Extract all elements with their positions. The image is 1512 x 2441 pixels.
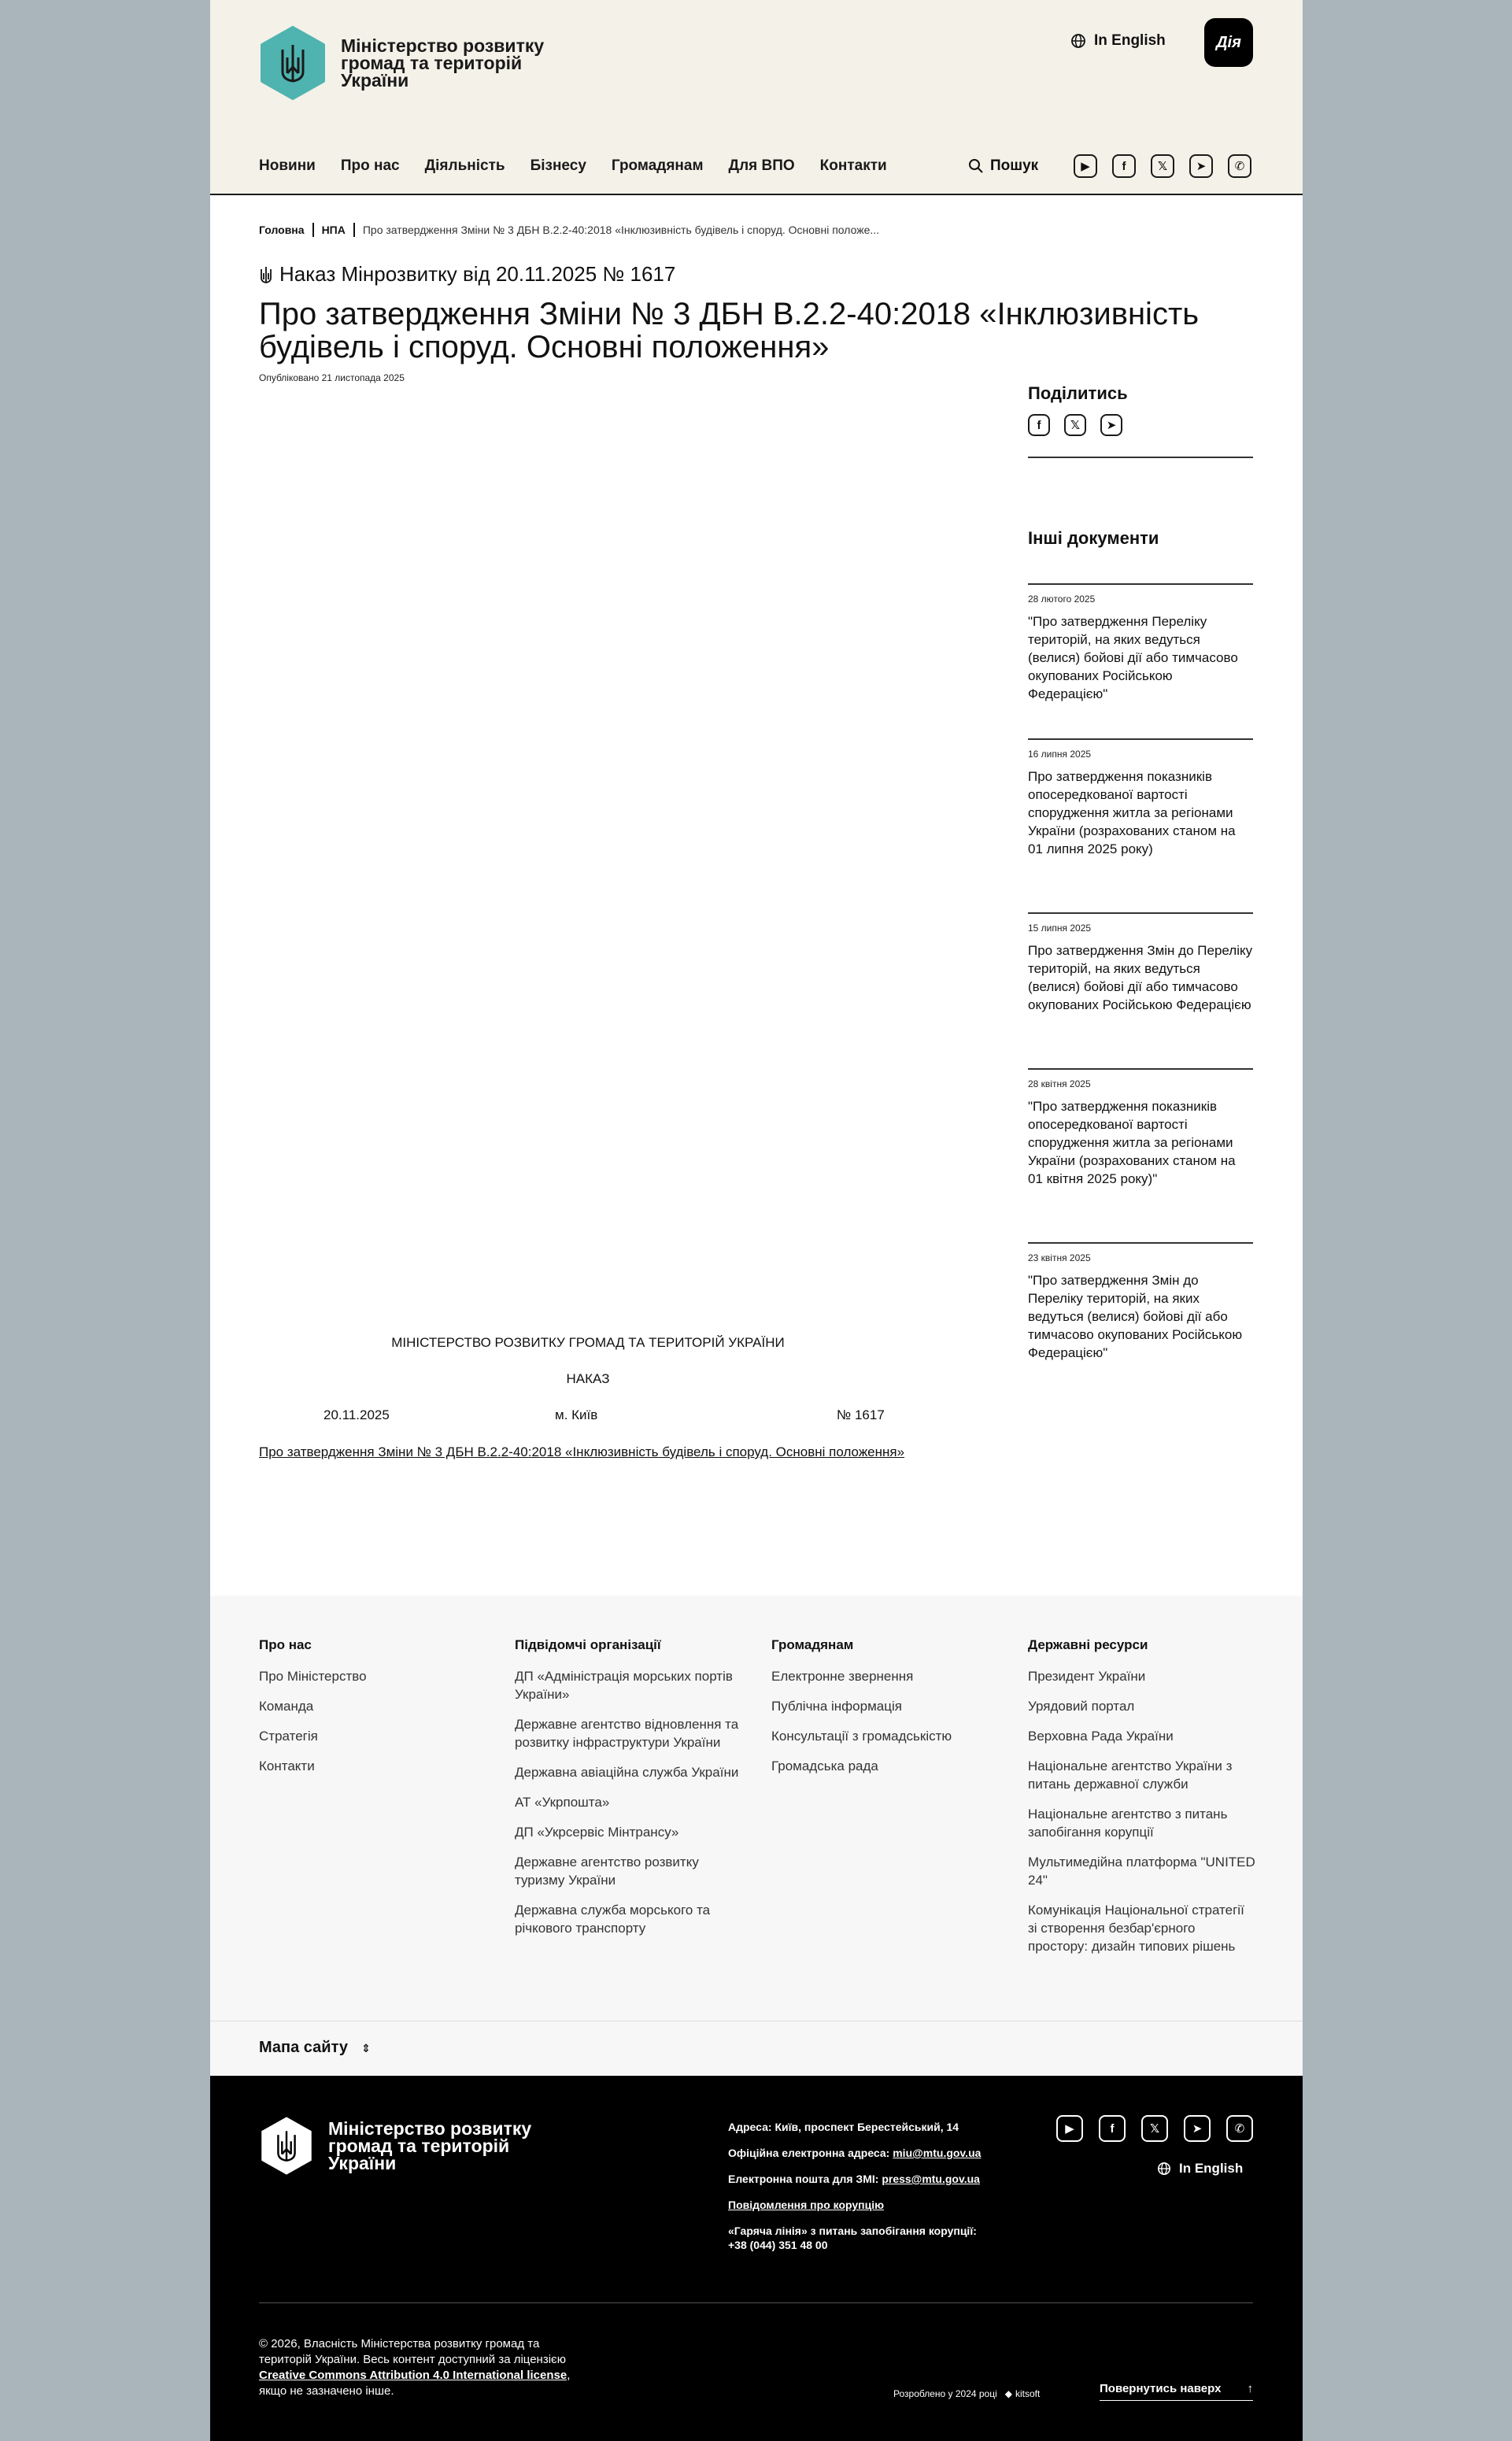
search-label: Пошук (990, 157, 1039, 174)
footer-ministry-name: Міністерство розвитку громад та територій України (328, 2118, 532, 2173)
nav-business[interactable]: Бізнесу (530, 157, 586, 174)
globe-icon (1157, 2162, 1171, 2176)
page (210, 0, 1303, 2441)
back-to-top-label: Повернутись наверх (1100, 2382, 1222, 2395)
nav-contacts[interactable]: Контакти (819, 157, 887, 174)
other-document-item[interactable] (1028, 749, 1253, 858)
divider (259, 2302, 1253, 2303)
footer-link[interactable]: Публічна інформація (771, 1699, 902, 1714)
footer-link[interactable]: Про Міністерство (259, 1669, 367, 1684)
header-social-links (1074, 154, 1266, 178)
trident-logo-icon (259, 2115, 314, 2177)
footer-link[interactable]: Урядовий портал (1028, 1699, 1135, 1714)
language-switch[interactable] (1070, 32, 1166, 50)
facebook-icon[interactable]: f (1099, 2115, 1126, 2142)
telegram-icon[interactable]: ➤ (1184, 2115, 1211, 2142)
footer-link[interactable]: Президент України (1028, 1669, 1146, 1684)
nav-news[interactable]: Новини (259, 157, 316, 174)
footer-column-citizens (771, 1637, 1000, 1787)
divider (1028, 1068, 1253, 1070)
youtube-icon[interactable]: ▶ (1074, 154, 1097, 178)
document-number: № 1617 (837, 1407, 885, 1422)
other-document-item[interactable] (1028, 1252, 1253, 1362)
footer-link[interactable]: Національне агентство України з питань державної служби (1028, 1759, 1233, 1792)
footer-social-links (1056, 2115, 1269, 2142)
document-ministry: МІНІСТЕРСТВО РОЗВИТКУ ГРОМАД ТА ТЕРИТОРІЙ УКРАЇНИ (391, 1335, 785, 1350)
divider (1028, 457, 1253, 458)
footer-contacts (728, 2120, 981, 2264)
breadcrumb-current: Про затвердження Зміни № 3 ДБН В.2.2-40:2018 «Інклюзивність будівель і споруд. Основні положе... (362, 224, 880, 236)
telegram-icon[interactable]: ➤ (1100, 414, 1122, 436)
footer-column-title: Про нас (259, 1637, 312, 1652)
diia-button[interactable]: Дія (1204, 18, 1253, 67)
breadcrumb-separator (312, 223, 314, 237)
other-document-title[interactable]: "Про затвердження Переліку територій, на яких ведуться (велися) бойові дії або тимчасово окупованих Російською Федерацією" (1028, 614, 1238, 701)
copyright (259, 2336, 582, 2399)
copyright-suffix: , якщо не зазначено інше. (259, 2369, 571, 2398)
other-document-date: 16 липня 2025 (1028, 749, 1092, 760)
footer-press-link[interactable]: press@mtu.gov.ua (882, 2173, 980, 2185)
divider (1028, 1242, 1253, 1244)
facebook-icon[interactable]: f (1112, 154, 1136, 178)
developer-credit (893, 2388, 1040, 2399)
nav-activity[interactable]: Діяльність (424, 157, 505, 174)
footer-hotline-number: +38 (044) 351 48 00 (728, 2239, 828, 2251)
license-link[interactable]: Creative Commons Attribution 4.0 International license (259, 2369, 567, 2382)
arrow-up-icon: ↑ (1247, 2382, 1253, 2395)
breadcrumb (259, 223, 879, 237)
footer-link[interactable]: Електронне звернення (771, 1669, 914, 1684)
developer-name[interactable]: kitsoft (1015, 2388, 1041, 2399)
other-document-item[interactable] (1028, 1078, 1253, 1188)
footer-link[interactable]: АТ «Укрпошта» (515, 1795, 610, 1810)
share-links (1028, 414, 1137, 436)
divider (1028, 912, 1253, 914)
chevron-updown-icon: ⇕ (361, 2042, 371, 2055)
copyright-text: © 2026, Власність Міністерства розвитку громад та територій України. Весь контент доступний за ліцензією (259, 2337, 566, 2366)
facebook-icon[interactable]: f (1028, 414, 1050, 436)
document-city: м. Київ (555, 1407, 598, 1422)
footer-links (210, 1596, 1303, 2021)
footer-link[interactable]: Державне агентство розвитку туризму України (515, 1855, 699, 1888)
divider (1028, 738, 1253, 740)
footer-corruption-row (728, 2198, 981, 2212)
x-twitter-icon[interactable]: 𝕏 (1064, 414, 1086, 436)
footer-email-label: Офіційна електронна адреса: (728, 2147, 893, 2159)
sitemap-label: Мапа сайту (259, 2039, 348, 2056)
breadcrumb-section[interactable]: НПА (321, 224, 346, 236)
whatsapp-icon[interactable]: ✆ (1226, 2115, 1253, 2142)
other-documents-title: Інші документи (1028, 528, 1159, 548)
footer-column-resources (1028, 1637, 1256, 1967)
other-document-date: 28 лютого 2025 (1028, 594, 1096, 605)
footer-link[interactable]: Консультації з громадськістю (771, 1729, 952, 1744)
footer-link[interactable]: Мультимедійна платформа "UNITED 24" (1028, 1855, 1255, 1888)
footer-link[interactable]: ДП «Адміністрація морських портів України» (515, 1669, 733, 1702)
x-twitter-icon[interactable]: 𝕏 (1141, 2115, 1168, 2142)
footer-link[interactable]: Стратегія (259, 1729, 318, 1744)
document-subject: Про затвердження Зміни № 3 ДБН В.2.2-40:2018 «Інклюзивність будівель і споруд. Основні положення» (259, 1444, 905, 1459)
published-date: Опубліковано 21 листопада 2025 (259, 372, 405, 383)
page-title: Про затвердження Зміни № 3 ДБН В.2.2-40:2018 «Інклюзивність будівель і споруд. Основні положення» (259, 297, 1200, 364)
nav-citizens[interactable]: Громадянам (611, 157, 704, 174)
footer-link[interactable]: Громадська рада (771, 1759, 878, 1773)
footer-link[interactable]: Державна служба морського та річкового транспорту (515, 1903, 711, 1936)
youtube-icon[interactable]: ▶ (1056, 2115, 1083, 2142)
footer-hotline-label: «Гаряча лінія» з питань запобігання корупції: (728, 2225, 977, 2237)
footer-column-about (259, 1637, 487, 1787)
other-document-date: 28 квітня 2025 (1028, 1078, 1091, 1089)
footer-link[interactable]: Державна авіаційна служба України (515, 1765, 739, 1780)
footer-link[interactable]: Команда (259, 1699, 314, 1714)
telegram-icon[interactable]: ➤ (1189, 154, 1213, 178)
document-type-label: Наказ Мінрозвитку від 20.11.2025 № 1617 (279, 262, 676, 286)
other-document-date: 15 липня 2025 (1028, 923, 1092, 934)
nav-idp[interactable]: Для ВПО (728, 157, 795, 174)
footer-column-title: Державні ресурси (1028, 1637, 1148, 1652)
other-document-title[interactable]: Про затвердження показників опосередкованої вартості спорудження житла за регіонами України (розрахованих станом на 01 липня 2025 року) (1028, 769, 1236, 856)
footer-column-title: Громадянам (771, 1637, 854, 1652)
footer-column-title: Підвідомчі організації (515, 1637, 661, 1652)
ministry-name: Міністерство розвитку громад та територій України (341, 35, 545, 91)
other-document-title[interactable]: "Про затвердження Змін до Переліку територій, на яких ведуться (велися) бойові дії або тимчасово окупованих Російською Федерацією" (1028, 1273, 1243, 1360)
sitemap-toggle[interactable] (210, 2021, 1303, 2076)
nav-about[interactable]: Про нас (340, 157, 400, 174)
footer-link[interactable]: Національне агентство з питань запобігання корупції (1028, 1807, 1228, 1840)
footer-link[interactable]: Верховна Рада України (1028, 1729, 1174, 1744)
search-button[interactable] (968, 157, 1038, 175)
other-document-item[interactable] (1028, 923, 1253, 1014)
kitsoft-logo-icon: ◆ (1004, 2388, 1012, 2399)
breadcrumb-home[interactable]: Головна (259, 224, 305, 236)
other-document-date: 23 квітня 2025 (1028, 1252, 1091, 1263)
footer-email-row (728, 2146, 981, 2160)
search-icon (968, 158, 984, 174)
x-twitter-icon[interactable]: 𝕏 (1151, 154, 1174, 178)
footer-hotline-row (728, 2224, 981, 2252)
breadcrumb-separator (353, 223, 355, 237)
footer-link[interactable]: Контакти (259, 1759, 315, 1773)
trident-icon (259, 265, 273, 284)
trident-logo-icon (259, 26, 327, 100)
footer-address: Адреса: Київ, проспект Берестейський, 14 (728, 2121, 959, 2133)
footer-link[interactable]: ДП «Укрсервіс Мінтрансу» (515, 1825, 679, 1840)
site-header (210, 0, 1303, 195)
other-document-item[interactable] (1028, 594, 1253, 703)
back-to-top-button[interactable] (1100, 2382, 1253, 2401)
ministry-logo[interactable] (259, 26, 561, 100)
footer-bottom (210, 2076, 1303, 2441)
footer-logo[interactable] (259, 2115, 549, 2177)
footer-language-label: In English (1179, 2161, 1244, 2176)
footer-press-row (728, 2172, 981, 2186)
developed-label: Розроблено у 2024 році (893, 2388, 997, 2399)
document-type (259, 262, 675, 287)
share-title: Поділитись (1028, 383, 1128, 403)
language-label: In English (1094, 32, 1166, 49)
divider (1028, 583, 1253, 585)
footer-column-subordinate (515, 1637, 743, 1949)
globe-icon (1070, 33, 1086, 49)
footer-link[interactable]: Комунікація Національної стратегії зі створення безбар'єрного простору: дизайн типових рішень (1028, 1903, 1244, 1954)
other-document-title[interactable]: "Про затвердження показників опосередкованої вартості спорудження житла за регіонами України (розрахованих станом на 01 квітня 2025 року)" (1028, 1099, 1236, 1186)
other-document-title[interactable]: Про затвердження Змін до Переліку територій, на яких ведуться (велися) бойові дії або тимчасово окупованих Російською Федерацією (1028, 943, 1253, 1012)
main-nav (259, 157, 912, 175)
footer-link[interactable]: Державне агентство відновлення та розвитку інфраструктури України (515, 1717, 739, 1750)
whatsapp-icon[interactable]: ✆ (1228, 154, 1251, 178)
footer-corruption-link[interactable]: Повідомлення про корупцію (728, 2199, 885, 2211)
footer-language-switch[interactable] (1157, 2161, 1243, 2177)
document-kind: НАКАЗ (566, 1371, 610, 1386)
footer-email-link[interactable]: miu@mtu.gov.ua (893, 2147, 982, 2159)
footer-press-label: Електронна пошта для ЗМІ: (728, 2173, 882, 2185)
document-date: 20.11.2025 (323, 1407, 390, 1422)
